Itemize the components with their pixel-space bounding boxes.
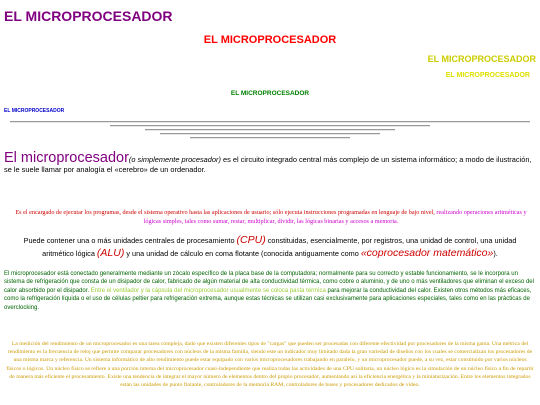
horizontal-rule-3 bbox=[145, 129, 395, 131]
cpu-text-3: y una unidad de cálculo en coma flotante (conocida antiguamente como bbox=[124, 249, 361, 258]
cooling-text-2: para mejorar la conductividad del calor. Existen otros métodos más eficaces, como la refrigeración líquida o el uso de células peltier para refrigeración extrema, aunque estas técnicas se utilizan casi exclusivamente para aplicaciones especiales, tales como en las prácticas de overclocking. bbox=[4, 287, 532, 311]
intro-aside: (o simplemente procesador) bbox=[128, 155, 221, 164]
heading-level-1: EL MICROPROCESADOR bbox=[4, 8, 173, 24]
intro-term: El microprocesador bbox=[4, 150, 129, 166]
cpu-paragraph bbox=[14, 234, 526, 260]
cooling-text-1: El microprocesador está conectado generalmente mediante un zócalo específico de la placa base de la computadora; normalmente para su correcto y estable funcionamiento, se le incorpora un sistema de refrigeración que consta de un disipador de calor, fabricado de algún material de alta conductividad térmica, como cobre o aluminio, y de uno o más ventiladores que eliminan el exceso del calor absorbido por el disipador. bbox=[4, 271, 534, 294]
cooling-paragraph bbox=[4, 270, 536, 312]
programs-paragraph bbox=[10, 208, 532, 226]
horizontal-rule-2 bbox=[110, 125, 430, 127]
alu-term: (ALU) bbox=[96, 247, 125, 259]
heading-level-2: EL MICROPROCESADOR bbox=[203, 34, 337, 46]
performance-paragraph: La medición del rendimiento de un microprocesador es una tarea compleja, dado que existen diferentes tipos de "cargas" que pueden ser procesadas con diferente efectividad por procesadores de la misma gama. Una métrica del rendimiento es la frecuencia de reloj que permite comparar procesadores con núcleos de la misma familia, siendo este un indicador muy limitado dada la gran variedad de diseños con los cuales se comercializan los procesadores de una misma marca y referencia. Un sistema informático de alto rendimiento puede estar equipado con varios microprocesadores trabajando en paralelo, y un microprocesador puede, a su vez, estar constituido por varios núcleos físicos o lógicos. Un núcleo físico se refiere a una porción interna del microprocesador cuasi-independiente que realiza todas las actividades de una CPU solitaria, un núcleo lógico es la simulación de un núcleo físico a fin de repartir de manera más eficiente el procesamiento. Existe una tendencia de integrar el mayor número de elementos dentro del propio procesador, aumentando así la eficiencia energética y la miniaturización. Entre los elementos integrados están las unidades de punto flotante, controladores de la memoria RAM, controladores de buses y procesadores dedicados de vídeo. bbox=[6, 341, 534, 389]
horizontal-rule-1 bbox=[10, 121, 530, 123]
cpu-text-4: ). bbox=[493, 249, 498, 258]
cpu-text-1: Puede contener una o más unidades centrales de procesamiento bbox=[23, 236, 237, 245]
heading-level-5: EL MICROPROCESADOR bbox=[230, 90, 310, 97]
heading-level-3: EL MICROPROCESADOR bbox=[427, 54, 536, 64]
intro-text: es el circuito integrado central más complejo de un sistema informático; a modo de ilustración, se le suele llamar por analogía el «cerebro» de un ordenador. bbox=[4, 155, 532, 174]
horizontal-rule-4 bbox=[160, 133, 380, 135]
intro-paragraph bbox=[4, 150, 536, 175]
coprocessor-term: «coprocesador matemático» bbox=[360, 247, 494, 259]
cpu-text-2: constituidas, esencialmente, por registros, una unidad de control, una unidad aritmético lógica bbox=[42, 236, 517, 258]
cooling-text-thermal-paste: Entre el ventilador y la cápsula del microprocesador usualmente se coloca pasta térmica bbox=[89, 287, 326, 294]
programs-text-magenta: realizando operaciones aritméticas y lógicas simples, tales como sumar, restar, multiplicar, dividir, las lógicas binarias y accesos a memoria. bbox=[143, 209, 527, 225]
heading-level-4: EL MICROPROCESADOR bbox=[445, 72, 530, 79]
cpu-term: (CPU) bbox=[236, 234, 266, 246]
horizontal-rule-5 bbox=[190, 137, 350, 139]
heading-level-6: EL MICROPROCESADOR bbox=[4, 108, 65, 114]
programs-text-red: Es el encargado de ejecutar los programas, desde el sistema operativo hasta las aplicaciones de usuario; sólo ejecuta instrucciones programadas en lenguaje de bajo nivel, bbox=[15, 209, 435, 216]
